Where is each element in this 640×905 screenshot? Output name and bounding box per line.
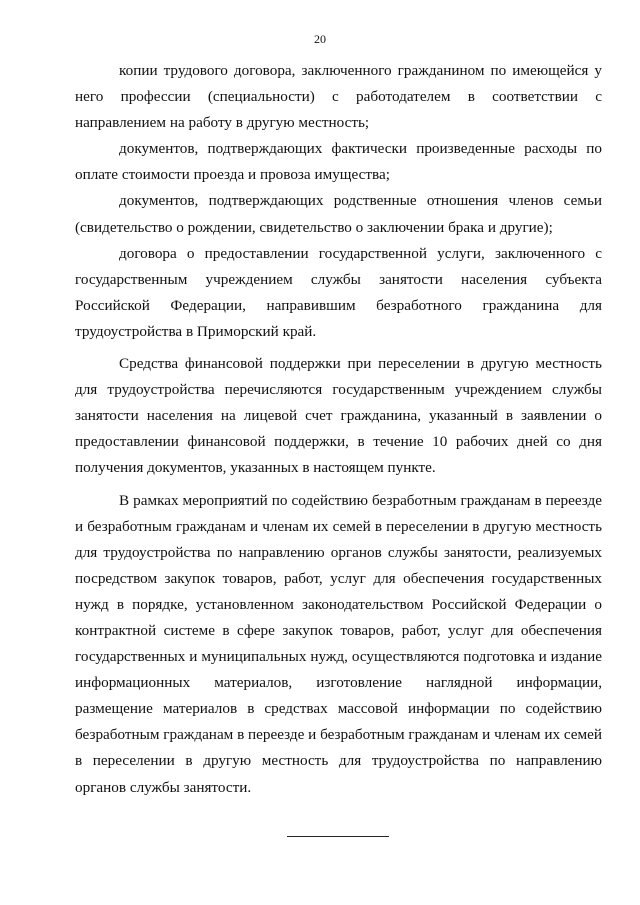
document-body (75, 58, 602, 801)
paragraph-service-agreement: договора о предоставлении государственной услуги, заключенного с государственным учреждением службы занятости населения субъекта Российской Федерации, направившим безработного гражданина для трудоустройства в Приморский край. (75, 244, 602, 340)
end-separator-line (287, 836, 389, 837)
paragraph-family-documents: документов, подтверждающих родственные отношения членов семьи (свидетельство о рождении, свидетельство о заключении брака и другие); (75, 192, 602, 236)
paragraph-information-measures: В рамках мероприятий по содействию безработным гражданам в переезде и безработным гражданам и членам их семей в переселении в другую местность для трудоустройства по направлению органов службы занятости, реализуемых посредством закупок товаров, работ, услуг для обеспечения государственных нужд в порядке, установленном законодательством Российской Федерации о контрактной системе в сфере закупок товаров, работ, услуг для обеспечения государственных и муниципальных нужд, осуществляются подготовка и издание информационных материалов, изготовление наглядной информации, размещение материалов в средствах массовой информации по содействию безработным гражданам в переезде и безработным гражданам и членам их семей в переселении в другую местность для трудоустройства по направлению органов службы занятости. (75, 491, 603, 796)
page-number: 20 (314, 32, 326, 46)
paragraph-employment-contract: копии трудового договора, заключенного гражданином по имеющейся у него профессии (специальности) с работодателем в соответствии с направлением на работу в другую местность; (75, 62, 602, 132)
paragraph-financial-support: Средства финансовой поддержки при переселении в другую местность для трудоустройства перечисляются государственным учреждением службы занятости населения на лицевой счет гражданина, указанный в заявлении о предоставлении финансовой поддержки, в течение 10 рабочих дней со дня получения документов, указанных в настоящем пункте. (75, 355, 602, 477)
paragraph-travel-expenses: документов, подтверждающих фактически произведенные расходы по оплате стоимости проезда и провоза имущества; (75, 140, 602, 184)
